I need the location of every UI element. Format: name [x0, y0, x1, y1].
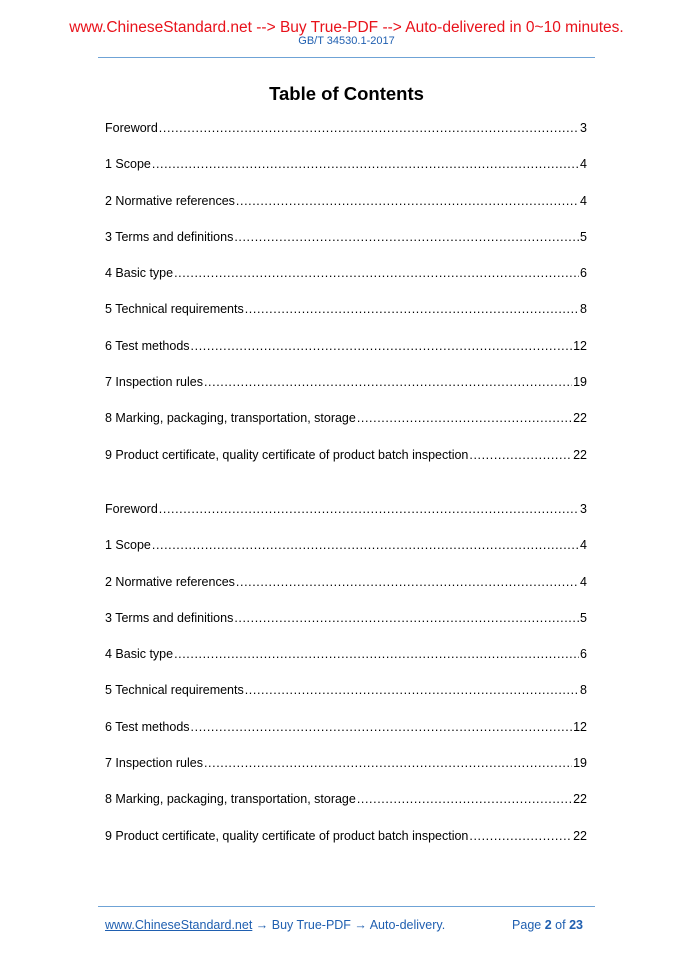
toc-leader-dots	[191, 338, 573, 354]
toc-entry-terms-definitions[interactable]	[105, 608, 587, 644]
toc-entry-page: 22	[573, 792, 587, 807]
toc-list-second	[105, 499, 587, 862]
toc-entry-label: 4 Basic type	[105, 266, 174, 281]
toc-entry-technical-requirements[interactable]	[105, 299, 587, 335]
footer-site-link[interactable]: www.ChineseStandard.net	[105, 918, 253, 932]
toc-entry-page: 22	[573, 828, 587, 843]
toc-entry-product-certificate[interactable]	[105, 826, 587, 862]
footer-promo	[105, 917, 445, 933]
toc-entry-page: 22	[573, 447, 587, 462]
toc-entry-product-certificate[interactable]	[105, 445, 587, 481]
page-footer	[105, 917, 587, 933]
document-number: GB/T 34530.1-2017	[298, 35, 395, 47]
toc-leader-dots	[234, 610, 579, 626]
toc-leader-dots	[469, 828, 572, 844]
toc-entry-label: 4 Basic type	[105, 647, 174, 662]
toc-entry-label: Foreword	[105, 502, 158, 516]
toc-entry-label: 7 Inspection rules	[105, 756, 203, 771]
toc-entry-basic-type[interactable]	[105, 644, 587, 680]
toc-entry-page: 4	[580, 574, 587, 589]
toc-entry-label: 6 Test methods	[105, 719, 190, 734]
toc-entry-foreword[interactable]	[105, 499, 587, 535]
toc-leader-dots	[159, 120, 579, 136]
toc-leader-dots	[152, 537, 579, 553]
toc-entry-page: 4	[580, 538, 587, 553]
toc-entry-page: 19	[573, 375, 587, 390]
of-word: of	[555, 918, 566, 932]
toc-entry-label: 1 Scope	[105, 157, 151, 172]
toc-entry-terms-definitions[interactable]	[105, 227, 587, 263]
toc-entry-page: 5	[580, 229, 587, 244]
toc-entry-label: 3 Terms and definitions	[105, 229, 234, 244]
toc-entry-page: 8	[580, 302, 587, 317]
toc-entry-page: 3	[580, 502, 587, 516]
toc-leader-dots	[174, 265, 579, 281]
toc-leader-dots	[159, 501, 579, 517]
current-page-number: 2	[544, 918, 552, 932]
toc-leader-dots	[204, 755, 572, 771]
toc-entry-page: 12	[573, 719, 587, 734]
toc-entry-label: 9 Product certificate, quality certificate of product batch inspection	[105, 828, 469, 843]
toc-leader-dots	[236, 574, 579, 590]
toc-list-first	[105, 118, 587, 481]
toc-entry-normative-references[interactable]	[105, 572, 587, 608]
toc-entry-page: 19	[573, 756, 587, 771]
toc-entry-marking-packaging[interactable]	[105, 789, 587, 825]
toc-entry-label: 5 Technical requirements	[105, 302, 244, 317]
toc-entry-test-methods[interactable]	[105, 717, 587, 753]
toc-leader-dots	[357, 410, 572, 426]
toc-entry-label: 2 Normative references	[105, 574, 235, 589]
toc-entry-inspection-rules[interactable]	[105, 372, 587, 408]
toc-leader-dots	[245, 682, 579, 698]
toc-entry-basic-type[interactable]	[105, 263, 587, 299]
toc-entry-label: 9 Product certificate, quality certificate of product batch inspection	[105, 447, 469, 462]
toc-leader-dots	[174, 646, 579, 662]
toc-entry-scope[interactable]	[105, 154, 587, 190]
toc-leader-dots	[152, 156, 579, 172]
toc-leader-dots	[234, 229, 579, 245]
footer-divider	[98, 906, 595, 907]
toc-entry-label: 1 Scope	[105, 538, 151, 553]
toc-entry-test-methods[interactable]	[105, 336, 587, 372]
toc-entry-label: 5 Technical requirements	[105, 683, 244, 698]
toc-entry-normative-references[interactable]	[105, 191, 587, 227]
toc-leader-dots	[191, 719, 573, 735]
toc-leader-dots	[245, 301, 579, 317]
toc-entry-inspection-rules[interactable]	[105, 753, 587, 789]
toc-leader-dots	[236, 193, 579, 209]
page-indicator	[512, 917, 583, 933]
toc-entry-page: 8	[580, 683, 587, 698]
toc-entry-page: 3	[580, 121, 587, 135]
toc-entry-label: 3 Terms and definitions	[105, 610, 234, 625]
header-divider	[98, 57, 595, 58]
toc-entry-foreword[interactable]	[105, 118, 587, 154]
toc-entry-page: 22	[573, 411, 587, 426]
toc-entry-page: 6	[580, 647, 587, 662]
toc-entry-page: 4	[580, 193, 587, 208]
toc-entry-label: 8 Marking, packaging, transportation, storage	[105, 792, 356, 807]
total-page-count: 23	[569, 918, 583, 932]
toc-entry-label: 7 Inspection rules	[105, 375, 203, 390]
toc-entry-page: 12	[573, 338, 587, 353]
toc-entry-scope[interactable]	[105, 535, 587, 571]
page-word: Page	[512, 918, 542, 932]
toc-entry-label: Foreword	[105, 121, 158, 135]
page-title: Table of Contents	[269, 83, 424, 104]
toc-entry-page: 4	[580, 157, 587, 172]
toc-leader-dots	[204, 374, 572, 390]
toc-leader-dots	[469, 447, 572, 463]
toc-entry-label: 6 Test methods	[105, 338, 190, 353]
toc-entry-label: 8 Marking, packaging, transportation, storage	[105, 411, 356, 426]
footer-promo-text: → Buy True-PDF → Auto-delivery.	[252, 918, 446, 932]
toc-entry-page: 5	[580, 610, 587, 625]
toc-leader-dots	[357, 791, 572, 807]
toc-entry-technical-requirements[interactable]	[105, 680, 587, 716]
toc-entry-page: 6	[580, 266, 587, 281]
toc-entry-label: 2 Normative references	[105, 193, 235, 208]
toc-entry-marking-packaging[interactable]	[105, 408, 587, 444]
promo-banner[interactable]: www.ChineseStandard.net --> Buy True-PDF --> Auto-delivered in 0~10 minutes.	[69, 19, 624, 36]
